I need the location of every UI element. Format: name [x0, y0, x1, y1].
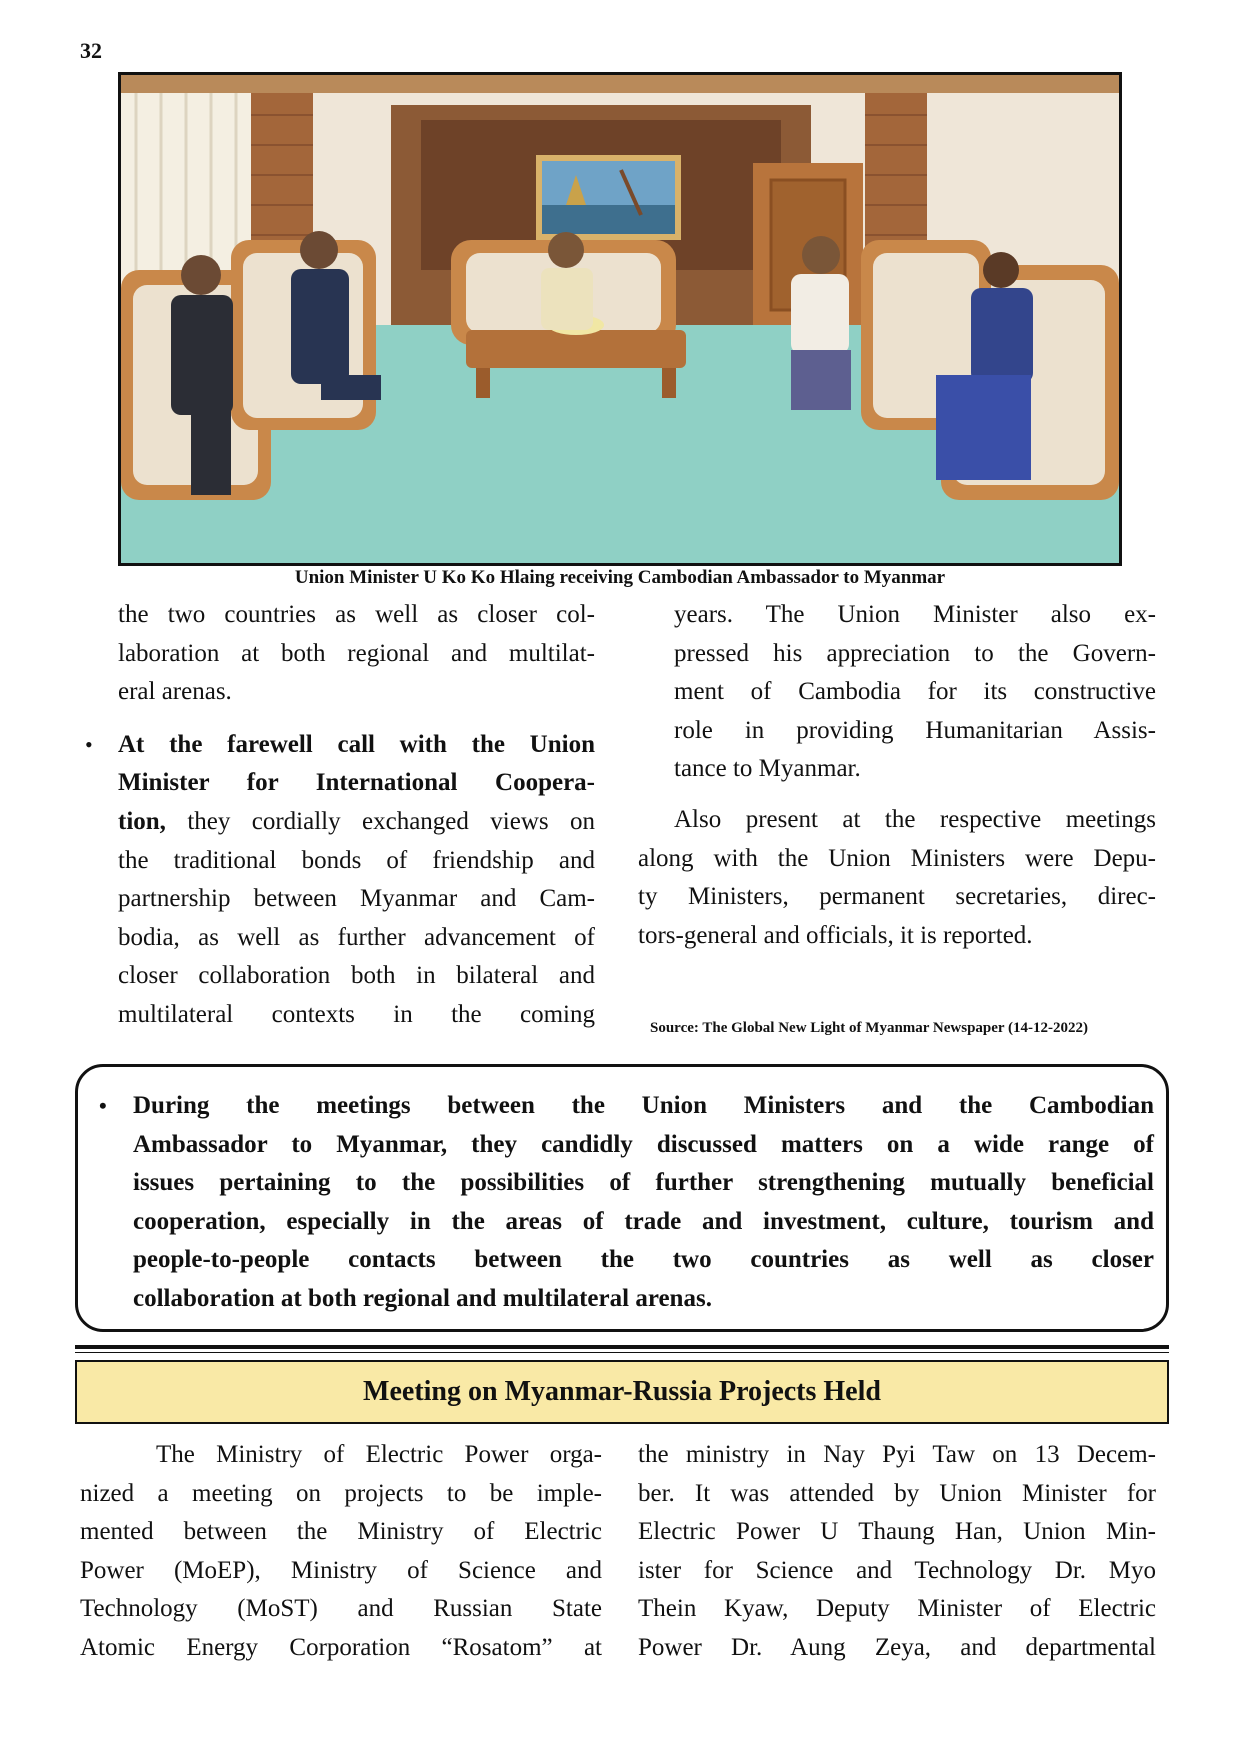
text-line: years. The Union Minister also ex- [674, 601, 1156, 628]
article2-heading: Meeting on Myanmar-Russia Projects Held [75, 1360, 1169, 1424]
text-line: Power Dr. Aung Zeya, and departmental [638, 1633, 1156, 1661]
article1-column-right [638, 596, 1156, 955]
text-line: role in providing Humanitarian Assis- [674, 716, 1156, 744]
text-line: the traditional bonds of friendship and [118, 846, 595, 874]
bold-fragment: tion, [118, 807, 166, 835]
text-line: Also present at the respective meetings [674, 805, 1156, 833]
text-line-bold: During the meetings between the Union Ministers and the Cambodian [133, 1092, 1154, 1119]
bullet-icon: • [85, 731, 93, 757]
text-line: eral arenas. [118, 678, 232, 706]
article1-column-left [85, 596, 595, 1035]
text-line: Power (MoEP), Ministry of Science and [80, 1556, 602, 1584]
text-line: nized a meeting on projects to be imple- [80, 1479, 602, 1507]
text-line: Thein Kyaw, Deputy Minister of Electric [638, 1595, 1156, 1623]
text-line-bold: people-to-people contacts between the two countries as well as closer [133, 1246, 1154, 1274]
photo-caption: Union Minister U Ko Ko Hlaing receiving Cambodian Ambassador to Myanmar [294, 567, 946, 588]
divider-thick [75, 1345, 1169, 1349]
bullet-farewell-call [85, 726, 595, 1035]
text-line-bold: At the farewell call with the Union [118, 730, 595, 758]
page-number: 32 [80, 38, 102, 63]
text-line-bold: Ambassador to Myanmar, they candidly discussed matters on a wide range of [133, 1130, 1154, 1158]
text-line: closer collaboration both in bilateral and [118, 962, 595, 990]
text-line-bold: collaboration at both regional and multilateral arenas. [133, 1284, 712, 1312]
text-line: ber. It was attended by Union Minister for [638, 1479, 1156, 1507]
paragraph-appreciation [638, 596, 1156, 789]
text-line: ister for Science and Technology Dr. Myo [638, 1556, 1156, 1584]
text-line: partnership between Myanmar and Cam- [118, 885, 595, 913]
text-line: Electric Power U Thaung Han, Union Min- [638, 1518, 1156, 1546]
bullet-icon: • [99, 1093, 107, 1118]
text-line-bold: cooperation, especially in the areas of trade and investment, culture, tourism and [133, 1207, 1154, 1235]
text-line: ty Ministers, permanent secretaries, direc- [638, 883, 1156, 911]
text-line: pressed his appreciation to the Govern- [674, 639, 1156, 667]
article2-column-left [80, 1436, 602, 1668]
text-line: the two countries as well as closer col- [118, 601, 595, 628]
text-line: along with the Union Ministers were Depu- [638, 844, 1156, 872]
text-line: Technology (MoST) and Russian State [80, 1595, 602, 1623]
source-note: Source: The Global New Light of Myanmar Newspaper (14-12-2022) [650, 1020, 1089, 1036]
meeting-room-illustration [121, 75, 1119, 563]
text-line-bold: issues pertaining to the possibilities of further strengthening mutually beneficial [133, 1169, 1154, 1197]
text-line: the ministry in Nay Pyi Taw on 13 Decem- [638, 1441, 1156, 1468]
text-line: mented between the Ministry of Electric [80, 1518, 602, 1546]
text-line: ment of Cambodia for its constructive [674, 678, 1156, 706]
text-line: Atomic Energy Corporation “Rosatom” at [80, 1633, 602, 1661]
text-line: tance to Myanmar. [674, 755, 861, 783]
highlight-bullet [99, 1087, 1154, 1319]
meeting-photo [118, 72, 1122, 566]
text-line: The Ministry of Electric Power orga- [156, 1441, 602, 1468]
text-line-mixed [118, 803, 595, 842]
paragraph-also-present [638, 801, 1156, 955]
article2-column-right [638, 1436, 1156, 1668]
text-line-bold: Minister for International Coopera- [118, 769, 595, 797]
text-fragment: they cordially exchanged views on [165, 807, 595, 835]
text-line: laboration at both regional and multilat- [118, 639, 595, 667]
divider-thin [75, 1352, 1169, 1353]
text-line: multilateral contexts in the coming [118, 1000, 595, 1028]
text-line: tors-general and officials, it is reported. [638, 921, 1033, 949]
text-line: bodia, as well as further advancement of [118, 923, 595, 951]
highlight-box [75, 1064, 1169, 1332]
